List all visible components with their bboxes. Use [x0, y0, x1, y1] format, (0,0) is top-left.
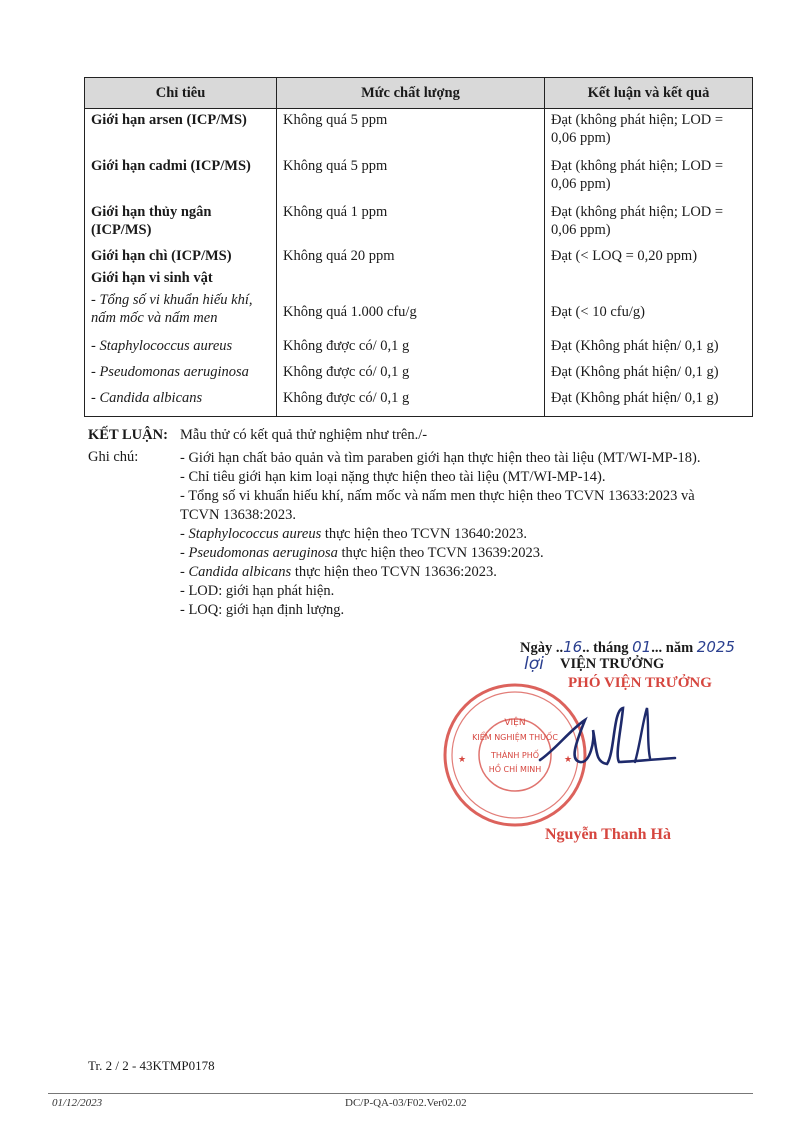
cell-result: Đạt (không phát hiện; LOD = 0,06 ppm): [545, 155, 753, 201]
cell-criterion: - Pseudomonas aeruginosa: [85, 361, 277, 387]
stamp-text-line: KIỂM NGHIỆM THUỐC: [472, 733, 558, 742]
note-method: thực hiện theo TCVN 13640:2023.: [321, 526, 527, 542]
date-year: 2025: [696, 638, 735, 656]
note-line: TCVN 13638:2023.: [180, 507, 296, 523]
note-line: - Tổng số vi khuẩn hiếu khí, nấm mốc và nấm men thực hiện theo TCVN 13633:2023 và: [180, 488, 695, 504]
note-organism: Pseudomonas aeruginosa: [188, 545, 338, 561]
cell-level: Không được có/ 0,1 g: [277, 387, 545, 417]
cell-level: [277, 267, 545, 289]
cell-result: Đạt (Không phát hiện/ 0,1 g): [545, 387, 753, 417]
date-month: 01: [632, 638, 652, 656]
notes-list: [180, 449, 780, 620]
note-line: - Pseudomonas aeruginosa thực hiện theo TCVN 13639:2023.: [180, 545, 544, 561]
results-table: [84, 77, 753, 417]
signature-date: Ngày ..16.. tháng 01... năm 2025: [520, 638, 735, 656]
cell-level: Không quá 5 ppm: [277, 109, 545, 155]
cell-criterion: Giới hạn vi sinh vật: [85, 267, 277, 289]
header-quality-level: Mức chất lượng: [277, 78, 545, 109]
cell-criterion: Giới hạn cadmi (ICP/MS): [85, 155, 277, 201]
note-organism: Candida albicans: [188, 564, 292, 580]
table-row: [85, 245, 753, 267]
header-criterion: Chỉ tiêu: [85, 78, 277, 109]
date-month-label: tháng: [589, 640, 633, 656]
date-day: 16: [563, 638, 583, 656]
footer-date: 01/12/2023: [52, 1097, 103, 1109]
cell-result: Đạt (không phát hiện; LOD = 0,06 ppm): [545, 109, 753, 155]
stamp-text-line: VIỆN: [504, 718, 526, 728]
stamp-text-line: THÀNH PHỐ: [490, 751, 540, 760]
conclusion: [88, 427, 428, 444]
signer-name: Nguyễn Thanh Hà: [545, 826, 671, 843]
note-method: thực hiện theo TCVN 13636:2023.: [291, 564, 497, 580]
stamp-text-line: HỒ CHÍ MINH: [488, 765, 542, 774]
cell-level: Không được có/ 0,1 g: [277, 361, 545, 387]
table-row: [85, 267, 753, 289]
cell-criterion: Giới hạn thủy ngân (ICP/MS): [85, 201, 277, 245]
cell-level: Không quá 5 ppm: [277, 155, 545, 201]
svg-text:★: ★: [458, 755, 467, 765]
cell-criterion: - Candida albicans: [85, 387, 277, 417]
header-conclusion: Kết luận và kết quả: [545, 78, 753, 109]
footer-doc-code: DC/P-QA-03/F02.Ver02.02: [345, 1097, 467, 1109]
footer-divider: [48, 1093, 753, 1094]
conclusion-label: KẾT LUẬN:: [88, 427, 168, 443]
note-line: - LOD: giới hạn phát hiện.: [180, 583, 335, 599]
deputy-director-title: PHÓ VIỆN TRƯỞNG: [568, 675, 712, 691]
cell-result: Đạt (< LOQ = 0,20 ppm): [545, 245, 753, 267]
table-row: [85, 201, 753, 245]
note-line: - Giới hạn chất bảo quản và tìm paraben giới hạn thực hiện theo tài liệu (MT/WI-MP-18).: [180, 450, 701, 466]
note-line: - LOQ: giới hạn định lượng.: [180, 602, 345, 618]
note-line: - Candida albicans thực hiện theo TCVN 13636:2023.: [180, 564, 497, 580]
director-title: VIỆN TRƯỞNG: [560, 656, 665, 672]
conclusion-text: Mẫu thử có kết quả thử nghiệm như trên./-: [180, 427, 428, 443]
cell-criterion: Giới hạn chì (ICP/MS): [85, 245, 277, 267]
note-method: thực hiện theo TCVN 13639:2023.: [337, 545, 544, 561]
cell-result: Đạt (Không phát hiện/ 0,1 g): [545, 361, 753, 387]
cell-criterion: Giới hạn arsen (ICP/MS): [85, 109, 277, 155]
notes-label: Ghi chú:: [88, 449, 139, 465]
page-reference: Tr. 2 / 2 - 43KTMP0178: [88, 1058, 215, 1073]
cell-level: Không quá 1 ppm: [277, 201, 545, 245]
svg-text:★: ★: [564, 755, 573, 765]
cell-criterion: - Tổng số vi khuẩn hiếu khí, nấm mốc và nấm men: [85, 289, 277, 335]
handwritten-initials: lợi: [524, 654, 544, 674]
table-row: [85, 361, 753, 387]
cell-result: [545, 267, 753, 289]
date-prefix: Ngày: [520, 640, 556, 656]
table-header-row: [85, 78, 753, 109]
date-year-label: năm: [662, 640, 697, 656]
cell-level: Không quá 20 ppm: [277, 245, 545, 267]
cell-level: Không được có/ 0,1 g: [277, 335, 545, 361]
cell-level: Không quá 1.000 cfu/g: [277, 289, 545, 335]
table-row: [85, 289, 753, 335]
table-row: [85, 109, 753, 155]
table-row: [85, 387, 753, 417]
cell-result: Đạt (không phát hiện; LOD = 0,06 ppm): [545, 201, 753, 245]
table-row: [85, 335, 753, 361]
cell-criterion: - Staphylococcus aureus: [85, 335, 277, 361]
cell-result: Đạt (< 10 cfu/g): [545, 289, 753, 335]
note-line: - Staphylococcus aureus thực hiện theo TCVN 13640:2023.: [180, 526, 527, 542]
table-row: [85, 155, 753, 201]
cell-result: Đạt (Không phát hiện/ 0,1 g): [545, 335, 753, 361]
note-line: - Chỉ tiêu giới hạn kim loại nặng thực hiện theo tài liệu (MT/WI-MP-14).: [180, 469, 606, 485]
note-organism: Staphylococcus aureus: [188, 526, 322, 542]
handwritten-signature-icon: [535, 700, 705, 790]
